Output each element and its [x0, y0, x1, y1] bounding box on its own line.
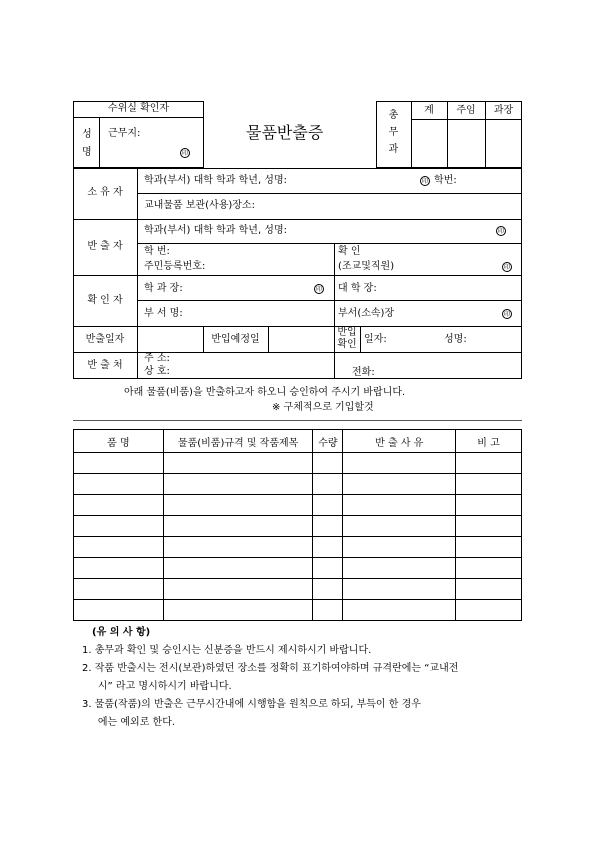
main-form — [73, 168, 522, 379]
section-chief-label: 부 서 명: — [144, 308, 183, 319]
carrier-rrn-label: 주민등록번호: — [144, 261, 206, 272]
return-sign-label: 성명: — [444, 334, 467, 345]
form-title: 물품반출증 — [246, 123, 324, 142]
items-header-row — [74, 430, 522, 453]
table-row — [74, 516, 522, 537]
out-date-label: 반출일자 — [85, 334, 125, 345]
table-row — [74, 558, 522, 579]
request-line: 아래 물품(비품)을 반출하고자 하오니 승인하여 주시기 바랍니다. — [124, 387, 406, 398]
destination-address-label: 주 소: — [144, 353, 170, 364]
table-row — [74, 600, 522, 621]
table-row — [74, 537, 522, 558]
destination-phone-label: 전화: — [352, 367, 375, 378]
carrier-line1: 학과(부서) 대학 학과 학년, 성명: — [144, 225, 287, 236]
return-date-label: 일자: — [364, 334, 387, 345]
approval-col-2: 주임 — [456, 105, 476, 116]
divider — [73, 420, 522, 421]
approval-col-1: 계 — [424, 105, 434, 116]
table-row — [74, 495, 522, 516]
items-table — [73, 429, 522, 621]
owner-student-id: 학번: — [434, 175, 457, 186]
dept-chief-label: 부서(소속)장 — [338, 308, 395, 319]
note-item-2-cont: 시” 라고 명시하시기 바랍니다. — [82, 681, 232, 692]
carrier-label: 반 출 자 — [87, 241, 123, 252]
owner-seal-icon: 印 — [421, 178, 428, 185]
dept-head-seal-icon: 印 — [315, 286, 322, 293]
return-confirm-label: 반입 확인 — [337, 327, 357, 350]
dept-head-label: 학 과 장: — [144, 283, 183, 294]
table-row — [74, 474, 522, 495]
note-item-3-cont: 에는 예외로 한다. — [82, 717, 176, 728]
guard-sign-label: 성 명 — [82, 129, 92, 158]
dept-chief-seal-icon: 印 — [503, 311, 510, 318]
destination-label: 반 출 처 — [87, 360, 123, 371]
col-reason: 반 출 사 유 — [343, 430, 456, 453]
owner-label: 소 유 자 — [87, 187, 123, 198]
col-item-name: 품 명 — [74, 430, 164, 453]
carrier-confirm-label: 확 인 — [338, 246, 361, 257]
carrier-seal-icon: 印 — [497, 228, 504, 235]
carrier-confirm-sub: (조교및직원) — [338, 261, 395, 272]
note-line: ※ 구체적으로 기입할것 — [272, 402, 374, 413]
dean-label: 대 학 장: — [338, 283, 377, 294]
guard-seal-icon: 印 — [181, 150, 188, 157]
guard-post-label: 근무지: — [108, 128, 141, 139]
approval-col-3: 과장 — [493, 105, 514, 116]
destination-company-label: 상 호: — [144, 366, 170, 377]
col-spec: 물품(비품)규격 및 작품제목 — [163, 430, 313, 453]
owner-location: 교내물품 보관(사용)장소: — [144, 200, 255, 211]
note-item-1: 1. 총무과 확인 및 승인시는 신분증을 반드시 제시하시기 바랍니다. — [82, 645, 372, 656]
approval-side-label: 총 무 과 — [388, 110, 399, 155]
note-item-3: 3. 물품(작품)의 반출은 근무시간내에 시행함을 원칙으로 하되, 부득이 한 경우 — [82, 699, 421, 710]
note-item-2: 2. 작품 반출시는 전시(보관)하였던 장소를 정확히 표기하여야하며 규격란에는 “교내전 — [82, 663, 459, 674]
notes-heading: (유 의 사 항) — [92, 627, 151, 638]
carrier-confirm-seal-icon: 印 — [503, 264, 510, 271]
table-row — [74, 579, 522, 600]
col-qty: 수량 — [313, 430, 343, 453]
col-remarks: 비 고 — [456, 430, 522, 453]
carrier-id-label: 학 번: — [144, 246, 170, 257]
return-plan-label: 반입예정일 — [211, 334, 260, 345]
owner-line1: 학과(부서) 대학 학과 학년, 성명: — [144, 175, 287, 186]
guard-header: 수위실 확인자 — [107, 103, 170, 114]
confirmer-label: 확 인 자 — [87, 295, 123, 306]
table-row — [74, 453, 522, 474]
